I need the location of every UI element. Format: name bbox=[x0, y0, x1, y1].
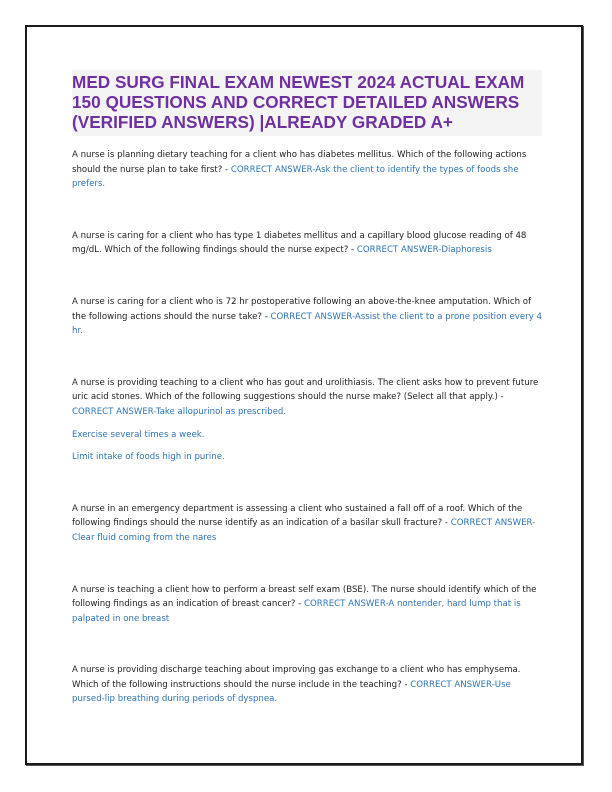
answer-extra-line: Exercise several times a week. bbox=[72, 429, 205, 440]
question-item bbox=[72, 663, 542, 707]
question-text: A nurse is caring for a client who has type 1 diabetes mellitus and a capillary blood glucose reading of 48 mg/dL. Which of the following findings should the nurse expect? - bbox=[72, 230, 527, 256]
answer-text: CORRECT ANSWER-A nontender, hard lump that is palpated in one breast bbox=[72, 599, 521, 624]
question-text: A nurse in an emergency department is assessing a client who sustained a fall off of a roof. Which of the following findings should the nurse identify as an indication of a basilar skull fracture? - bbox=[72, 503, 523, 529]
title-block bbox=[72, 70, 542, 136]
answer-text: CORRECT ANSWER-Use pursed-lip breathing during periods of dyspnea. bbox=[72, 679, 511, 705]
answer-text: CORRECT ANSWER-Clear fluid coming from the nares bbox=[72, 518, 536, 543]
document-body bbox=[72, 70, 542, 707]
question-text: A nurse is planning dietary teaching for a client who has diabetes mellitus. Which of the following actions should the nurse plan to take first? - bbox=[72, 150, 527, 175]
question-item bbox=[72, 502, 542, 546]
question-item bbox=[72, 376, 542, 420]
question-item bbox=[72, 229, 542, 258]
question-item bbox=[72, 583, 542, 627]
answer-extra-line: Limit intake of foods high in purine. bbox=[72, 452, 225, 463]
document-title: MED SURG FINAL EXAM NEWEST 2024 ACTUAL EXAM 150 QUESTIONS AND CORRECT DETAILED ANSWERS (VERIFIED ANSWERS) |ALREADY GRADED A+ bbox=[72, 72, 525, 132]
question-item bbox=[72, 295, 542, 339]
question-text: A nurse is providing discharge teaching about improving gas exchange to a client who has emphysema. Which of the following instructions should the nurse include in the teaching? - bbox=[72, 665, 521, 690]
answer-text: CORRECT ANSWER-Take allopurinol as prescribed. bbox=[72, 406, 287, 417]
question-item bbox=[72, 148, 542, 192]
question-text: A nurse is caring for a client who is 72 hr postoperative following an above-the-knee amputation. Which of the following actions should the nurse take? - bbox=[72, 296, 532, 322]
answer-text: CORRECT ANSWER-Assist the client to a prone position every 4 hr. bbox=[72, 311, 542, 337]
question-text: A nurse is providing teaching to a client who has gout and urolithiasis. The client asks how to prevent future uric acid stones. Which of the following suggestions should the nurse make? (Select all that apply.) - bbox=[72, 377, 539, 403]
answer-text: CORRECT ANSWER-Ask the client to identify the types of foods she prefers. bbox=[72, 164, 519, 190]
answer-text: CORRECT ANSWER-Diaphoresis bbox=[356, 245, 492, 256]
question-text: A nurse is teaching a client how to perform a breast self exam (BSE). The nurse should identify which of the following findings as an indication of breast cancer? - bbox=[72, 584, 537, 610]
